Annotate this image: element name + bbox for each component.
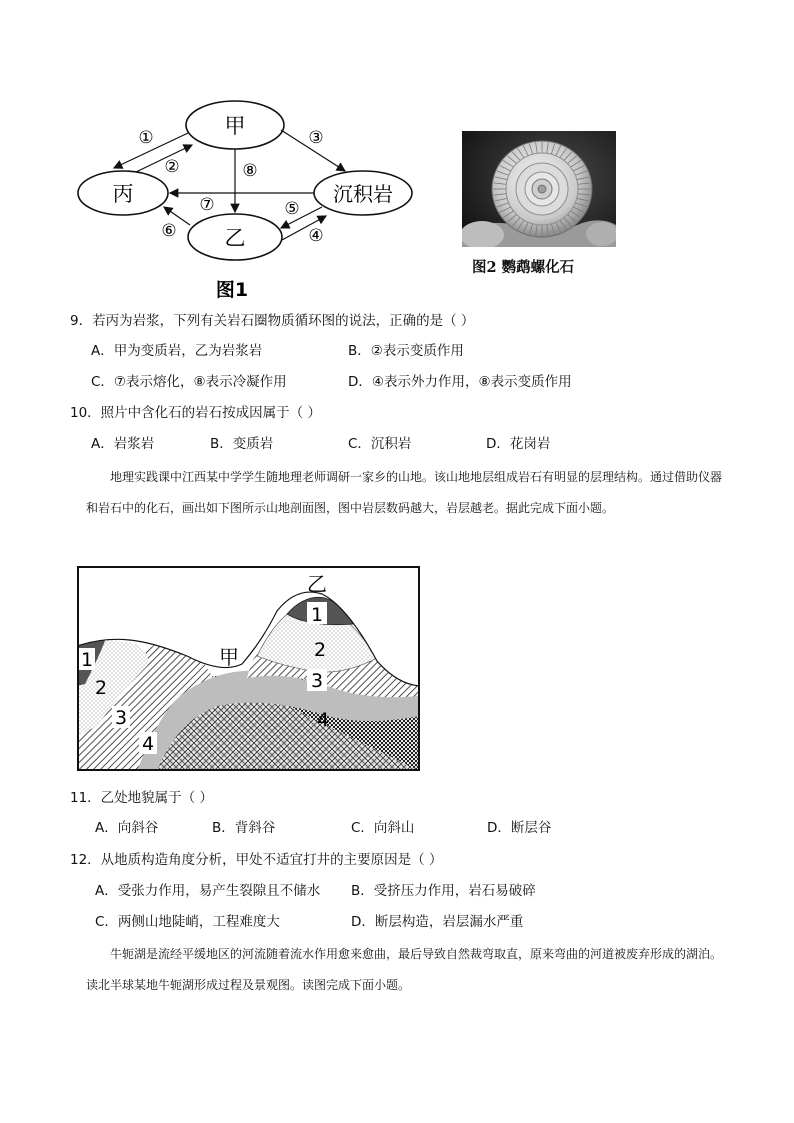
passage-mountain-survey [86, 462, 726, 524]
rock-cycle-diagram [70, 95, 420, 310]
arrow-8-label: ⑧ [242, 161, 258, 181]
label-right-layer4: 4 [316, 709, 330, 731]
fossil-photo [462, 131, 616, 247]
node-sedimentary-label: 沉积岩 [333, 182, 393, 206]
q10-option-c[interactable]: C．沉积岩 [348, 436, 412, 452]
q9-stem: 9．若丙为岩浆，下列有关岩石圈物质循环图的说法，正确的是（ ） [70, 313, 475, 329]
q11-option-d[interactable]: D．断层谷 [487, 820, 552, 836]
q11-option-c[interactable]: C．向斜山 [351, 820, 415, 836]
q10-stem: 10．照片中含化石的岩石按成因属于（ ） [70, 405, 321, 421]
q10-option-a[interactable]: A．岩浆岩 [91, 436, 155, 452]
q12-stem: 12．从地质构造角度分析，甲处不适宜打井的主要原因是（ ） [70, 852, 443, 868]
label-left-layer4: 4 [141, 733, 155, 755]
q10-option-d[interactable]: D．花岗岩 [486, 436, 551, 452]
q9-option-c[interactable]: C．⑦表示熔化，⑧表示冷凝作用 [91, 374, 287, 390]
label-left-layer3: 3 [114, 707, 128, 729]
q12-option-b[interactable]: B．受挤压力作用，岩石易破碎 [351, 883, 536, 899]
q9-option-b[interactable]: B．②表示变质作用 [348, 343, 464, 359]
q12-option-a[interactable]: A．受张力作用，易产生裂隙且不储水 [95, 883, 321, 899]
mountain-cross-section [77, 566, 420, 771]
arrow-6-label: ⑥ [161, 221, 177, 241]
label-left-layer1: 1 [80, 649, 94, 671]
label-left-layer2: 2 [94, 677, 108, 699]
q9-option-a[interactable]: A．甲为变质岩，乙为岩浆岩 [91, 343, 263, 359]
q11-option-a[interactable]: A．向斜谷 [95, 820, 159, 836]
passage-mountain-survey-text: 地理实践课中江西某中学学生随地理老师调研一家乡的山地。该山地地层组成岩石有明显的层理结构。通过借助仪器和岩石中的化石，画出如下图所示山地剖面图，图中岩层数码越大，岩层越老。据此完成下面小题。 [86, 470, 723, 515]
q9-option-d[interactable]: D．④表示外力作用，⑧表示变质作用 [348, 374, 572, 390]
q12-option-d[interactable]: D．断层构造，岩层漏水严重 [351, 914, 524, 930]
label-yi: 乙 [307, 572, 327, 596]
node-bing-label: 丙 [112, 182, 134, 206]
label-right-layer2: 2 [313, 639, 327, 661]
arrow-3-label: ③ [308, 128, 324, 148]
q10-option-b[interactable]: B．变质岩 [210, 436, 274, 452]
arrow-1-label: ① [138, 128, 154, 148]
passage-oxbow-lake-text: 牛轭湖是流经平缓地区的河流随着流水作用愈来愈曲，最后导致自然裁弯取直，原来弯曲的河道被废弃形成的湖泊。读北半球某地牛轭湖形成过程及景观图。读图完成下面小题。 [86, 947, 723, 992]
node-jia-label: 甲 [224, 114, 246, 138]
q11-option-b[interactable]: B．背斜谷 [212, 820, 276, 836]
passage-oxbow-lake [86, 939, 726, 1001]
q12-option-c[interactable]: C．两侧山地陡峭，工程难度大 [95, 914, 280, 930]
q11-stem: 11．乙处地貌属于（ ） [70, 790, 213, 806]
label-right-layer3: 3 [310, 670, 324, 692]
label-jia: 甲 [219, 645, 239, 669]
fig2-caption: 图2 鹦鹉螺化石 [472, 259, 575, 276]
arrow-7-label: ⑦ [199, 195, 215, 215]
arrow-5-label: ⑤ [284, 199, 300, 219]
fig1-caption: 图1 [215, 279, 249, 301]
arrow-4-label: ④ [308, 226, 324, 246]
arrow-2-label: ② [164, 157, 180, 177]
node-yi-label: 乙 [224, 226, 246, 250]
label-right-layer1: 1 [310, 604, 324, 626]
